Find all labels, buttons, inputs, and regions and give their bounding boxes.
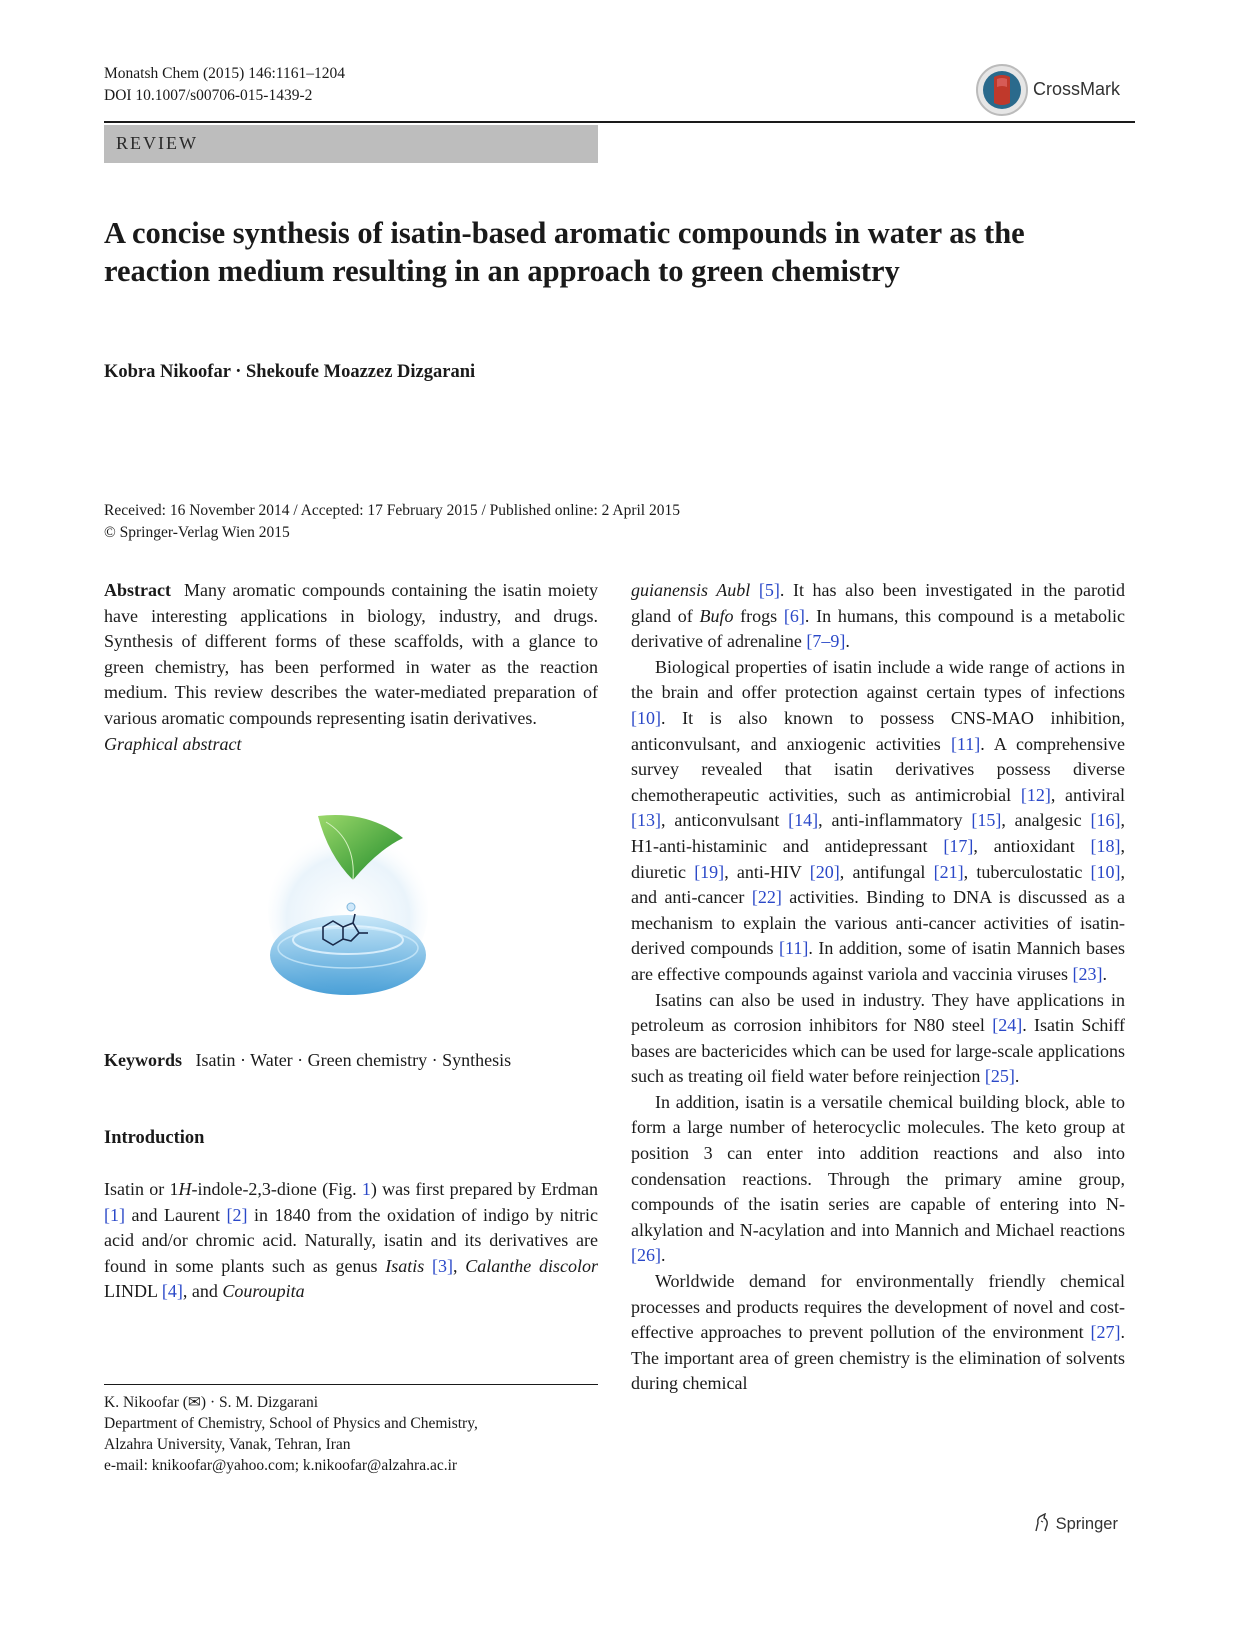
abstract-paragraph [104, 578, 598, 732]
footnote-rule [104, 1384, 598, 1385]
figure-link[interactable]: 1 [361, 1179, 371, 1199]
citation-link[interactable]: [11] [779, 938, 809, 959]
citation-link[interactable]: [1] [104, 1204, 125, 1225]
citation-link[interactable]: [22] [751, 887, 782, 908]
section-label: REVIEW [116, 133, 198, 153]
citation-link[interactable]: [26] [631, 1245, 661, 1266]
crossmark-badge[interactable] [975, 63, 1135, 117]
section-banner [104, 125, 598, 163]
citation-link[interactable]: [16] [1090, 810, 1121, 831]
copyright-line: © Springer-Verlag Wien 2015 [104, 524, 290, 541]
crossmark-label: CrossMark [1033, 79, 1121, 99]
header-rule [104, 121, 1135, 123]
citation-link[interactable]: [17] [943, 835, 974, 856]
dates-line: Received: 16 November 2014 / Accepted: 17 February 2015 / Published online: 2 April 2015 [104, 502, 680, 519]
doi-line: DOI 10.1007/s00706-015-1439-2 [104, 87, 313, 104]
citation-link[interactable]: [27] [1090, 1322, 1121, 1343]
introduction-body [104, 1177, 598, 1305]
springer-horse-icon [1033, 1513, 1051, 1533]
publisher-logo [1033, 1513, 1118, 1534]
article-title: A concise synthesis of isatin-based aromatic compounds in water as the reaction medium resulting in an approach to green chemistry [104, 216, 1025, 288]
keywords-label: Keywords [104, 1050, 182, 1070]
graphical-abstract-image [258, 810, 438, 1000]
citation-link[interactable]: [11] [950, 733, 981, 754]
citation-link[interactable]: [3] [432, 1255, 454, 1276]
water-drop [347, 903, 355, 911]
abstract-block [104, 578, 598, 757]
corresponding-authors: K. Nikoofar (✉) · S. M. Dizgarani [104, 1394, 319, 1411]
citation-link[interactable]: [5] [758, 580, 780, 600]
citation-link[interactable]: [12] [1020, 784, 1051, 805]
crossmark-icon [975, 63, 1029, 117]
abstract-label: Abstract [104, 580, 171, 600]
affiliation-line-2: Alzahra University, Vanak, Tehran, Iran [104, 1436, 351, 1453]
author-affiliation [104, 1392, 478, 1476]
citation-link[interactable]: [15] [971, 810, 1002, 831]
citation-link[interactable]: [20] [809, 861, 840, 882]
email-line: e-mail: knikoofar@yahoo.com; k.nikoofar@alzahra.ac.ir [104, 1457, 458, 1474]
introduction-heading: Introduction [104, 1128, 205, 1148]
citation-link[interactable]: [14] [788, 810, 819, 831]
publication-dates [104, 500, 680, 544]
citation-link[interactable]: [25] [984, 1066, 1015, 1087]
citation-link[interactable]: [23] [1072, 963, 1103, 984]
abstract-text: Many aromatic compounds containing the isatin moiety have interesting applications in biology, industry, and drugs. Synthesis of different forms of these scaffolds, with a glance to green chemistry, has been performed in water as the reaction medium. This review describes the water-mediated preparation of various aromatic compounds representing isatin derivatives. [104, 580, 599, 728]
journal-line: Monatsh Chem (2015) 146:1161–1204 [104, 65, 345, 82]
paragraph-continuation: guianensis Aubl [5]. It has also been investigated in the parotid gland of Bufo frogs [6]. In humans, this compound is a metabolic derivative of adrenaline [7–9]. [631, 580, 1126, 652]
citation-link[interactable]: [10] [1090, 861, 1121, 882]
publisher-name: Springer [1055, 1515, 1118, 1533]
citation-link[interactable]: [24] [992, 1015, 1023, 1036]
citation-link[interactable]: [4] [161, 1281, 183, 1302]
citation-link[interactable]: [10] [631, 707, 661, 728]
graphical-abstract-label: Graphical abstract [104, 733, 242, 754]
right-column-body [631, 578, 1125, 1397]
paragraph-industry: Isatins can also be used in industry. They have applications in petroleum as corrosion inhibitors for N80 steel [24]. Isatin Schiff bases are bactericides which can be used for large-scale applications such as treating oil field water before reinjection [25]. [631, 989, 1126, 1087]
keywords-line [104, 1050, 511, 1071]
citation-link[interactable]: [2] [226, 1204, 248, 1225]
keywords-text: Isatin · Water · Green chemistry · Synthesis [195, 1050, 512, 1070]
citation-link[interactable]: [7–9] [806, 631, 846, 652]
paragraph-green-chemistry: Worldwide demand for environmentally friendly chemical processes and products requires the development of novel and cost-effective approaches to prevent pollution of the environment [27]. The important area of green chemistry is the elimination of solvents during chemical [631, 1271, 1125, 1394]
paragraph-biological: Biological properties of isatin include a wide range of actions in the brain and offer protection against certain types of infections [10]. It is also known to possess CNS-MAO inhibition, anticonvulsant, and anxiogenic activities [11]. A comprehensive survey revealed that isatin derivatives possess diverse chemotherapeutic activities, such as antimicrobial [12], antiviral [13], anticonvulsant [14], anti-inflammatory [15], analgesic [16], H1-anti-histaminic and antidepressant [17], antioxidant [18], diuretic [19], anti-HIV [20], antifungal [21], tuberculostatic [10], and anti-cancer [22] activities. Binding to DNA is discussed as a mechanism to explain the various anti-cancer activities of isatin-derived compounds [11]. In addition, some of isatin Mannich bases are effective compounds against variola and vaccinia viruses [23]. [631, 656, 1126, 984]
citation-link[interactable]: [21] [933, 861, 964, 882]
citation-link[interactable]: [19] [694, 861, 725, 882]
citation-link[interactable]: [13] [631, 810, 661, 831]
citation-link[interactable]: [6] [783, 605, 805, 626]
paragraph-building-block: In addition, isatin is a versatile chemical building block, able to form a large number of heterocyclic molecules. The keto group at position 3 can enter into addition reactions and also into condensation reactions. Through the primary amine group, compounds of the isatin series are capable of entering into N-alkylation and N-acylation and into Mannich and Michael reactions [26]. [631, 1091, 1125, 1266]
author-list: Kobra Nikoofar · Shekoufe Moazzez Dizgarani [104, 362, 476, 382]
journal-citation [104, 63, 345, 107]
affiliation-line-1: Department of Chemistry, School of Physics and Chemistry, [104, 1415, 478, 1432]
introduction-paragraph: Isatin or 1H-indole-2,3-dione (Fig. 1) was first prepared by Erdman [1] and Laurent [2] in 1840 from the oxidation of indigo by nitric acid and/or chromic acid. Naturally, isatin and its derivatives are found in some plants such as genus Isatis [3], Calanthe discolor LINDL [4], and Couroupita [104, 1179, 599, 1302]
citation-link[interactable]: [18] [1090, 835, 1121, 856]
